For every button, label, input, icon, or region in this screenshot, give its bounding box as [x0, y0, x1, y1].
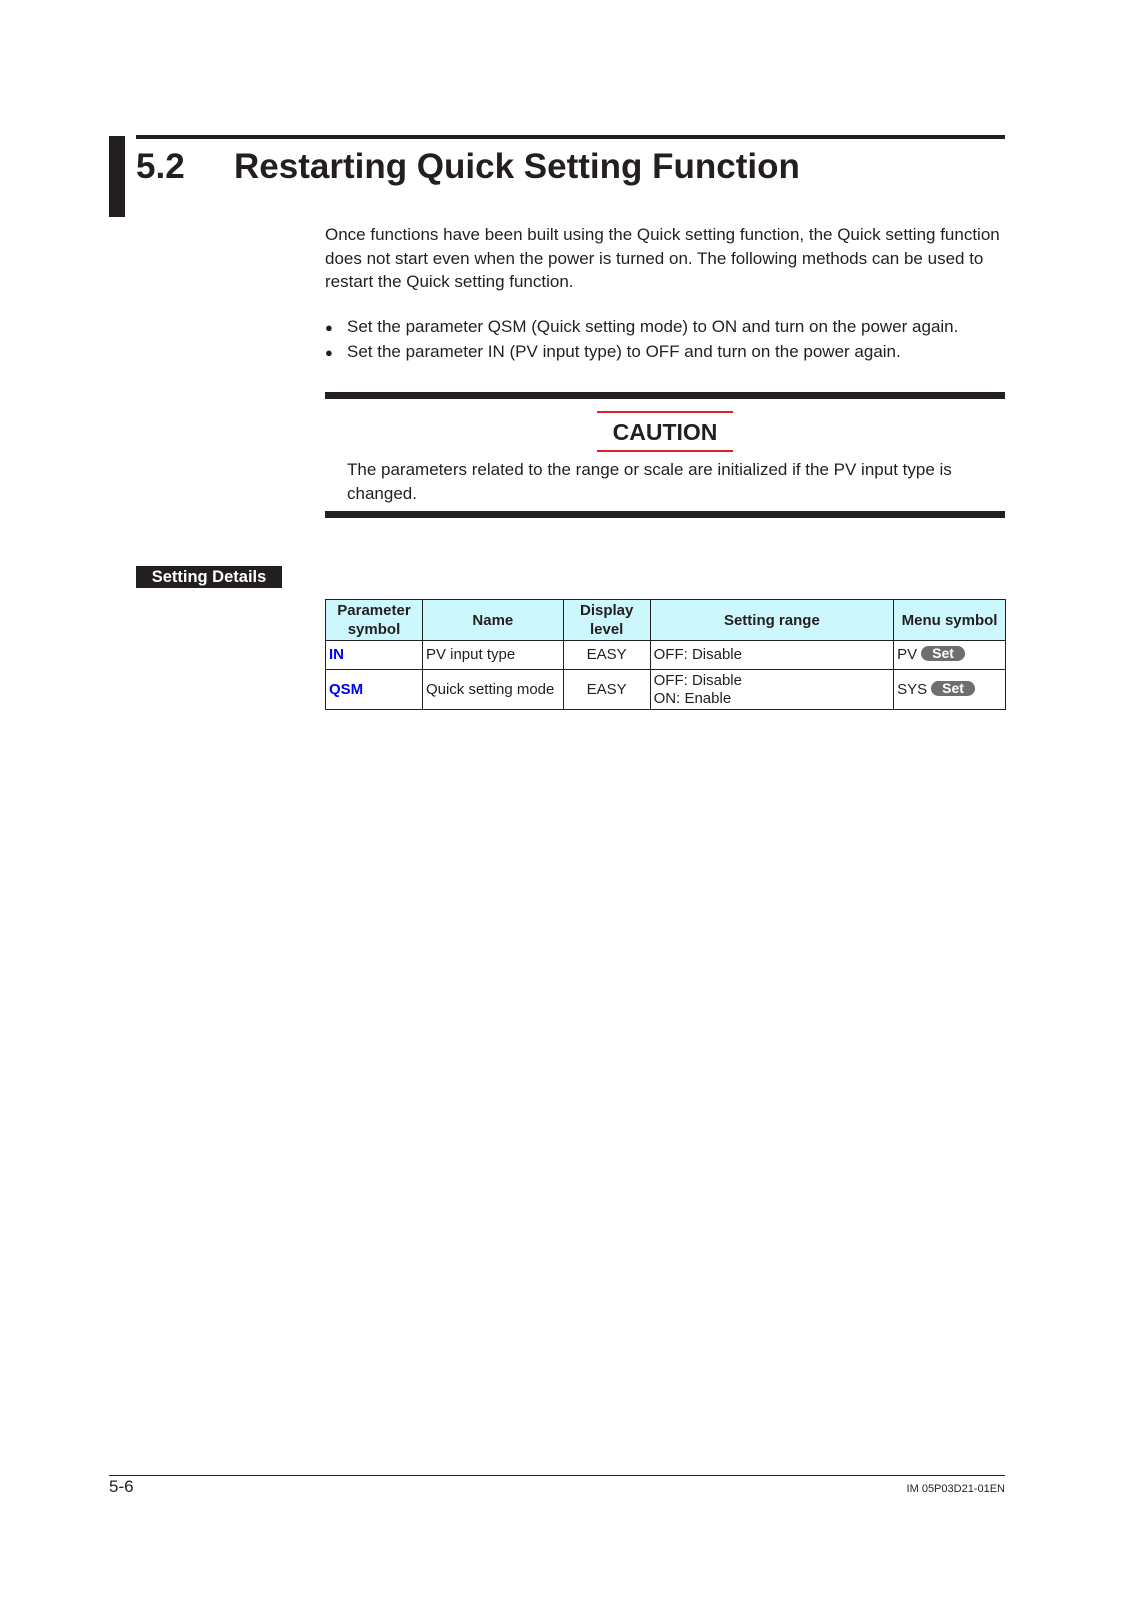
setting-details-label: Setting Details [136, 566, 282, 588]
parameter-symbol: IN [326, 641, 423, 670]
page-number: 5-6 [109, 1477, 134, 1496]
caution-bottom-rule [325, 511, 1005, 518]
parameter-symbol: QSM [326, 670, 423, 710]
table-row [326, 670, 1006, 710]
title-rule [136, 135, 1005, 139]
list-item-text: Set the parameter QSM (Quick setting mode) to ON and turn on the power again. [347, 317, 959, 336]
parameter-name: Quick setting mode [422, 670, 563, 710]
parameter-name: PV input type [422, 641, 563, 670]
document-id: IM 05P03D21-01EN [906, 1483, 1005, 1495]
caution-red-line-bottom [597, 450, 733, 452]
header-name: Name [422, 600, 563, 641]
setting-range [650, 670, 893, 710]
setting-range-line: OFF: Disable [653, 671, 742, 689]
display-level: EASY [563, 641, 650, 670]
caution-heading: CAUTION [612, 419, 718, 445]
display-level: EASY [563, 670, 650, 710]
table-header-row [326, 600, 1006, 641]
menu-symbol [894, 670, 1006, 710]
parameter-table [325, 599, 1006, 710]
list-item-text: Set the parameter IN (PV input type) to OFF and turn on the power again. [347, 341, 901, 361]
bullet-icon: ● [325, 320, 333, 335]
caution-top-rule [325, 392, 1005, 399]
header-parameter-symbol: Parameter symbol [326, 600, 423, 641]
list-item [325, 315, 958, 340]
bullet-icon: ● [325, 344, 333, 360]
method-list [325, 315, 958, 364]
header-menu-symbol: Menu symbol [894, 600, 1006, 641]
intro-paragraph: Once functions have been built using the Quick setting function, the Quick setting function does not start even when the power is turned on. The following methods can be used to restart the Quick setting function. [325, 225, 1000, 291]
set-key-icon: Set [931, 681, 975, 696]
section-title: Restarting Quick Setting Function [234, 147, 800, 186]
list-item [325, 340, 958, 365]
menu-symbol [894, 641, 1006, 670]
setting-range-line: ON: Enable [653, 689, 732, 707]
table-row [326, 641, 1006, 670]
caution-text: The parameters related to the range or scale are initialized if the PV input type is changed. [347, 460, 952, 503]
header-display-level: Display level [563, 600, 650, 641]
setting-range [650, 641, 893, 670]
footer-rule [109, 1475, 1005, 1476]
set-key-icon: Set [921, 646, 965, 661]
header-setting-range: Setting range [650, 600, 893, 641]
caution-red-line-top [597, 411, 733, 413]
menu-name: SYS [897, 680, 928, 698]
setting-range-line: OFF: Disable [653, 646, 742, 663]
menu-name: PV [897, 646, 918, 663]
section-number: 5.2 [136, 147, 185, 186]
section-side-bar [109, 136, 125, 217]
